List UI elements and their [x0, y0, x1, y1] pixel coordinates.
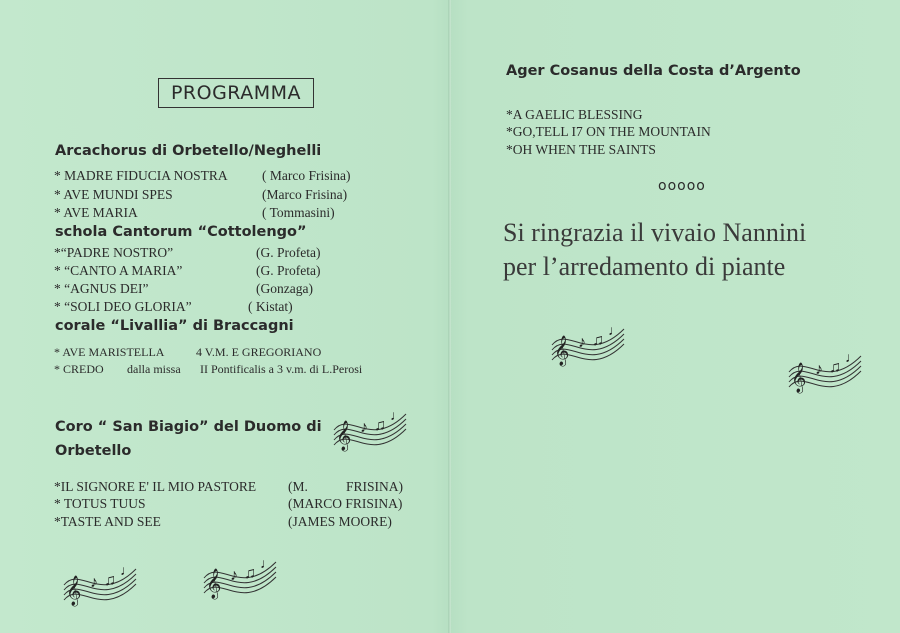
program-item: *IL SIGNORE E' IL MIO PASTORE: [54, 479, 257, 494]
thanks-line-2: per l’arredamento di piante: [503, 252, 786, 281]
program-item: * “CANTO A MARIA”: [54, 263, 183, 278]
svg-text:♩: ♩: [845, 351, 859, 366]
programma-title: PROGRAMMA: [158, 78, 314, 108]
program-item-note: dalla missa: [127, 362, 181, 376]
svg-text:♪: ♪: [360, 419, 368, 436]
program-author: (M.: [288, 479, 308, 494]
svg-text:♪: ♪: [90, 574, 98, 591]
svg-text:𝄞: 𝄞: [554, 336, 570, 365]
group-heading-livallia: corale “Livallia” di Braccagni: [55, 318, 294, 334]
svg-text:𝄞: 𝄞: [336, 421, 352, 450]
program-item: * “SOLI DEO GLORIA”: [54, 299, 192, 314]
right-item: *GO,TELL I7 ON THE MOUNTAIN: [506, 124, 711, 139]
svg-text:♫: ♫: [592, 332, 604, 349]
svg-text:♪: ♪: [230, 567, 238, 584]
music-notes-icon: [330, 400, 410, 460]
group-heading-san-biagio-line2: Orbetello: [55, 443, 132, 459]
program-item: * AVE MUNDI SPES: [54, 187, 173, 202]
program-item: * MADRE FIDUCIA NOSTRA: [54, 168, 228, 183]
music-notes-icon: [200, 548, 280, 608]
right-item: *A GAELIC BLESSING: [506, 107, 643, 122]
program-author: (Marco Frisina): [262, 187, 348, 202]
group-heading-arcachorus: Arcachorus di Orbetello/Neghelli: [55, 143, 322, 159]
program-item: * AVE MARIA: [54, 205, 138, 220]
program-item: * TOTUS TUUS: [54, 496, 146, 511]
svg-text:♩: ♩: [390, 409, 404, 424]
svg-text:♫: ♫: [244, 565, 256, 582]
program-author: ( Tommasini): [262, 205, 335, 220]
right-item: *OH WHEN THE SAINTS: [506, 142, 656, 157]
right-group-heading: Ager Cosanus della Costa d’Argento: [506, 63, 801, 79]
program-author: (Gonzaga): [256, 281, 313, 296]
music-notes-icon: [60, 555, 140, 615]
program-author: (G. Profeta): [256, 245, 321, 260]
program-author: 4 V.M. E GREGORIANO: [196, 345, 322, 359]
svg-text:♫: ♫: [374, 417, 386, 434]
svg-text:♫: ♫: [104, 572, 116, 589]
svg-text:♪: ♪: [578, 334, 586, 351]
svg-text:♩: ♩: [120, 564, 134, 579]
program-author: (G. Profeta): [256, 263, 321, 278]
group-heading-san-biagio: Coro “ San Biagio” del Duomo di: [55, 419, 322, 435]
group-heading-cottolengo: schola Cantorum “Cottolengo”: [55, 224, 307, 240]
program-author: (MARCO FRISINA): [288, 496, 403, 511]
music-notes-icon: [548, 315, 628, 375]
program-author: ( Kistat): [248, 299, 293, 314]
program-item: * CREDO: [54, 362, 104, 376]
program-author: II Pontificalis a 3 v.m. di L.Perosi: [200, 362, 363, 376]
svg-text:♪: ♪: [815, 361, 823, 378]
svg-text:𝄞: 𝄞: [791, 363, 807, 392]
svg-text:𝄞: 𝄞: [206, 569, 222, 598]
music-notes-icon: [785, 342, 865, 402]
program-item: *“PADRE NOSTRO”: [54, 245, 174, 260]
program-author: FRISINA): [346, 479, 404, 494]
program-author: (JAMES MOORE): [288, 514, 392, 529]
program-item: * AVE MARISTELLA: [54, 345, 165, 359]
svg-text:♫: ♫: [829, 359, 841, 376]
program-item: * “AGNUS DEI”: [54, 281, 149, 296]
svg-text:♩: ♩: [260, 557, 274, 572]
separator: ooooo: [658, 178, 706, 194]
program-author: ( Marco Frisina): [262, 168, 351, 183]
page-fold: [448, 0, 451, 633]
thanks-line-1: Si ringrazia il vivaio Nannini: [503, 218, 807, 247]
svg-text:𝄞: 𝄞: [66, 576, 82, 605]
svg-text:♩: ♩: [608, 324, 622, 339]
program-item: *TASTE AND SEE: [54, 514, 161, 529]
